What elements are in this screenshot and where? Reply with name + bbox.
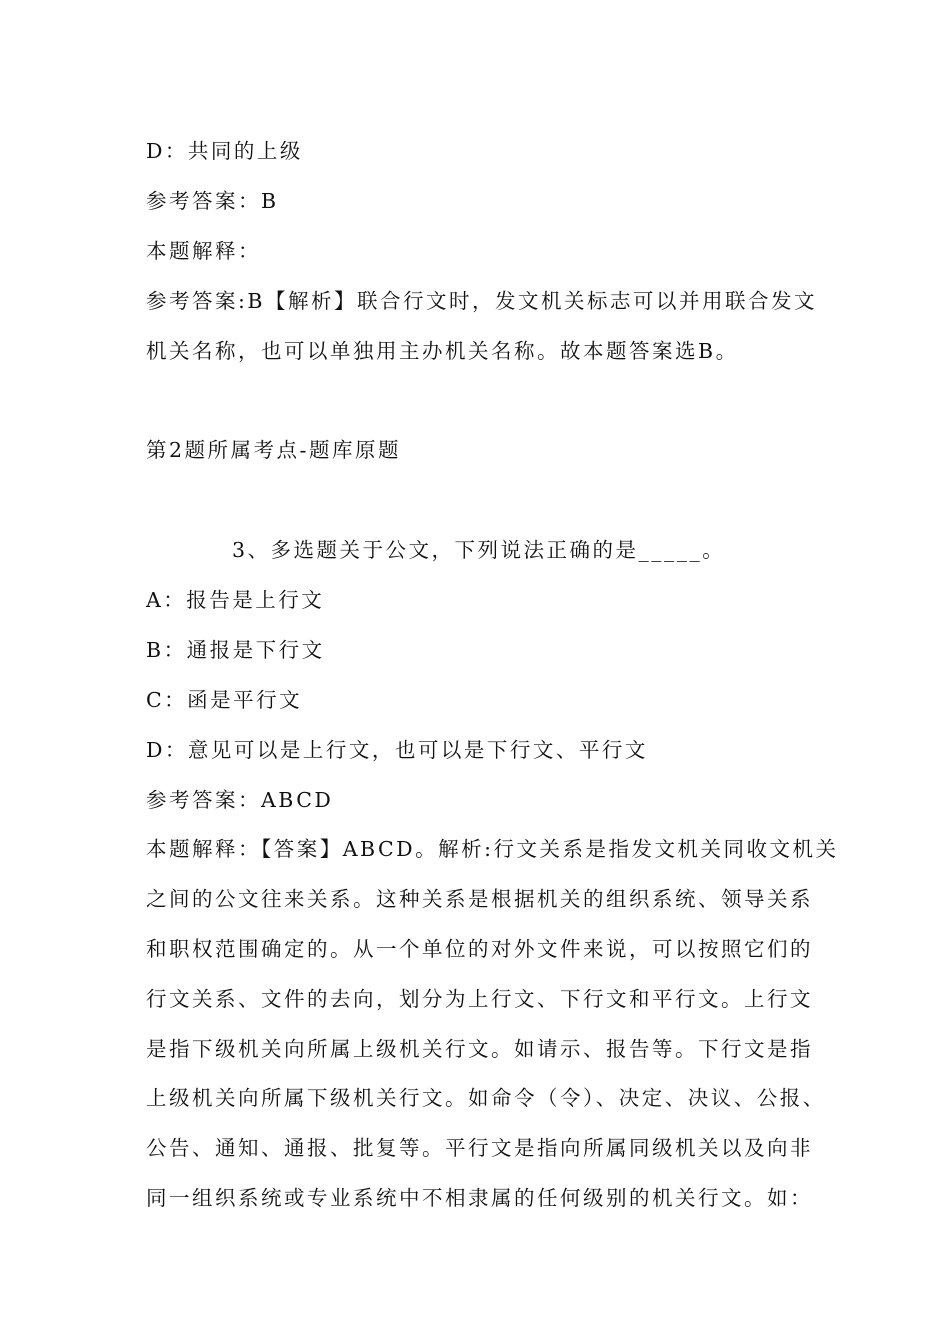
explanation-line: 同一组织系统或专业系统中不相隶属的任何级别的机关行文。如： [146,1186,813,1210]
option-d: D：意见可以是上行文，也可以是下行文、平行文 [146,738,648,762]
explanation-line: 参考答案:B【解析】联合行文时，发文机关标志可以并用联合发文 [146,289,817,313]
explanation-line: 上级机关向所属下级机关行文。如命令（令）、决定、决议、公报、 [146,1086,826,1110]
option-a: A：报告是上行文 [146,588,325,612]
option-c: C：函是平行文 [146,688,303,712]
explanation-line: 行文关系、文件的去向，划分为上行文、下行文和平行文。上行文 [146,987,813,1011]
explanation-line: 公告、通知、通报、批复等。平行文是指向所属同级机关以及向非 [146,1136,813,1160]
option-b: B：通报是下行文 [146,638,325,662]
explanation-line: 本题解释：【答案】ABCD。解析:行文关系是指发文机关同收文机关 [146,837,839,861]
reference-answer: 参考答案：B [146,189,279,213]
explanation-line: 机关名称，也可以单独用主办机关名称。故本题答案选B。 [146,339,739,363]
question-title: 3、多选题关于公文，下列说法正确的是_____。 [232,538,726,562]
option-d: D：共同的上级 [146,139,303,163]
explanation-label: 本题解释： [146,239,261,263]
reference-answer: 参考答案：ABCD [146,788,334,812]
explanation-line: 和职权范围确定的。从一个单位的对外文件来说，可以按照它们的 [146,937,813,961]
explanation-line: 是指下级机关向所属上级机关行文。如请示、报告等。下行文是指 [146,1037,813,1061]
topic-heading: 第2题所属考点-题库原题 [146,438,401,462]
explanation-line: 之间的公文往来关系。这种关系是根据机关的组织系统、领导关系 [146,887,813,911]
